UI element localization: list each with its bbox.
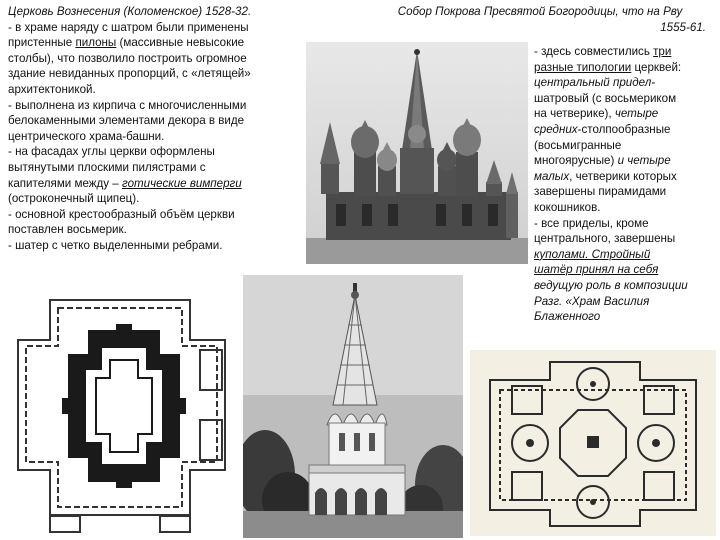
right-line: шатровый (с восьмериком bbox=[534, 91, 677, 105]
right-line: ведущую роль в композиции bbox=[534, 278, 688, 292]
right-line: - все приделы, кроме bbox=[534, 216, 649, 230]
right-line: на четверике), четыре bbox=[534, 107, 659, 121]
right-line: центрального, завершены bbox=[534, 232, 676, 246]
right-line: разные типологии церквей: bbox=[534, 60, 682, 74]
left-line: - выполнена из кирпича с многочисленными bbox=[8, 98, 247, 112]
left-title: Церковь Вознесения (Коломенское) 1528-32. bbox=[8, 5, 252, 18]
right-line: кокошников. bbox=[534, 200, 601, 214]
left-line: - на фасадах углы церкви оформлены bbox=[8, 145, 215, 159]
left-line: архитектоникой. bbox=[8, 82, 96, 96]
right-line: завершены пирамидами bbox=[534, 185, 667, 199]
right-title-line2: 1555-61. bbox=[660, 20, 706, 34]
left-line: пристенные пилоны (массивные невысокие bbox=[8, 36, 245, 50]
pilony-term: пилоны bbox=[75, 36, 117, 50]
left-description bbox=[8, 4, 278, 254]
left-line: вытянутыми плоскими пилястрами с bbox=[8, 160, 206, 174]
right-title-line1: Собор Покрова Пресвятой Богородицы, что на Рву bbox=[397, 5, 683, 18]
right-line: (восьмигранные bbox=[534, 138, 622, 152]
right-line: куполами. Стройный bbox=[534, 247, 651, 261]
right-line: средних-столпообразные bbox=[534, 122, 671, 136]
gothic-wimpergs-term: готические вимперги bbox=[121, 176, 242, 190]
kolomenskoye-floor-plan bbox=[10, 280, 240, 535]
left-line: - шатер с четко выделенными ребрами. bbox=[8, 238, 223, 252]
left-line: белокаменными элементами декора в виде bbox=[8, 114, 245, 128]
left-line: центрического храма-башни. bbox=[8, 129, 165, 143]
right-line: центральный придел- bbox=[534, 76, 656, 90]
right-line: - здесь совместились три bbox=[534, 45, 672, 58]
left-line: поставлен восьмерик. bbox=[8, 223, 127, 237]
right-line: малых, четверики которых bbox=[534, 169, 677, 183]
right-line: многоярусные) и четыре bbox=[534, 154, 671, 168]
left-line: столбы), что позволило построить огромное bbox=[8, 51, 247, 65]
left-line: (остроконечный щипец). bbox=[8, 192, 140, 206]
left-line: здание невиданных пропорций, с «летящей» bbox=[8, 67, 251, 81]
st-basil-floor-plan bbox=[470, 350, 716, 536]
left-line: капителями между – готические вимперги bbox=[8, 176, 242, 190]
right-line: Блаженного bbox=[534, 310, 601, 324]
left-line: - в храме наряду с шатром были применены bbox=[8, 20, 249, 34]
st-basil-cathedral-photo bbox=[306, 42, 528, 264]
kolomenskoye-church-photo bbox=[243, 275, 463, 538]
right-line: Разг. «Храм Василия bbox=[534, 294, 650, 308]
left-line: - основной крестообразный объём церкви bbox=[8, 207, 235, 221]
typologies-term: разные типологии bbox=[534, 60, 632, 74]
right-line: шатёр принял на себя bbox=[534, 263, 659, 277]
right-title bbox=[362, 4, 718, 35]
right-description bbox=[534, 44, 718, 325]
three-term: три bbox=[653, 45, 672, 58]
